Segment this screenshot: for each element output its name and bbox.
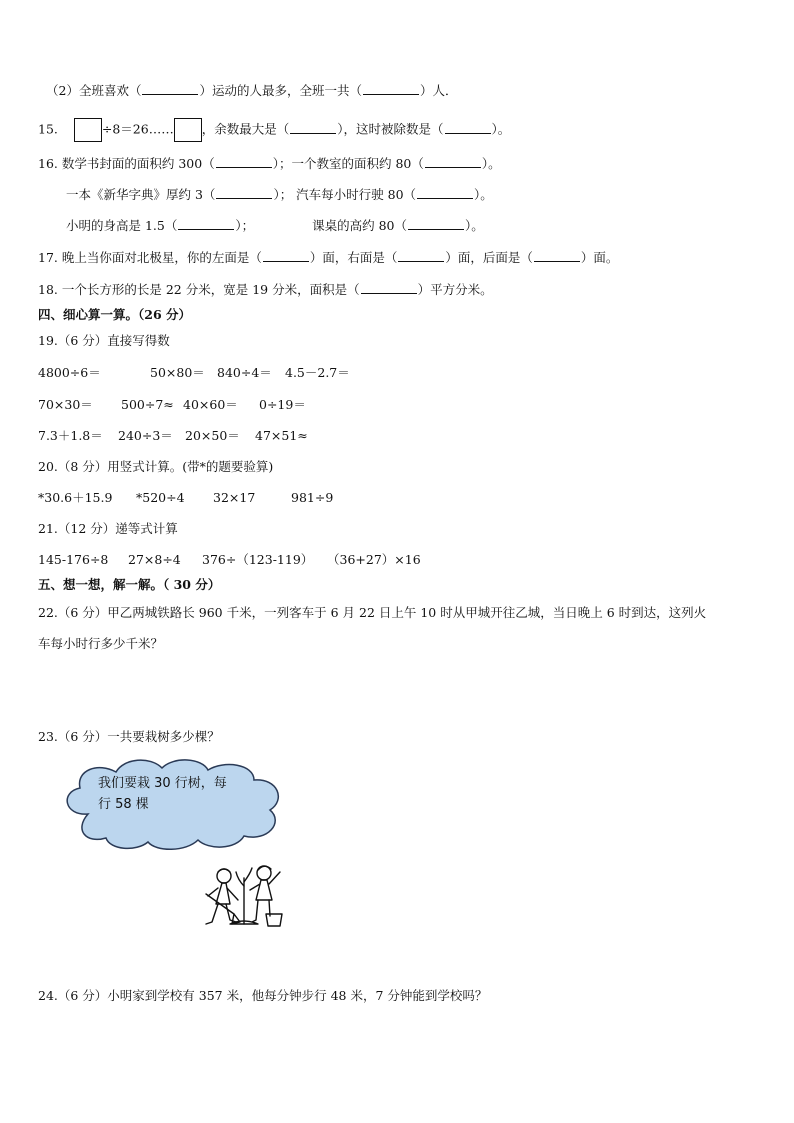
calc-item: 145-176÷8 (38, 552, 109, 567)
q20-title: 20.（8 分）用竖式计算。(带*的题要验算) (38, 459, 274, 474)
q20-items (38, 489, 333, 507)
calc-item: 376÷（123-119） (202, 552, 314, 567)
q19-row-3 (38, 427, 308, 445)
calc-item: 70×30＝ (38, 397, 93, 412)
answer-blank[interactable] (216, 155, 272, 168)
calc-item: 7.3＋1.8＝ (38, 428, 103, 443)
answer-blank[interactable] (534, 249, 580, 262)
calc-item: *30.6＋15.9 (38, 490, 113, 505)
q16-line3 (66, 217, 484, 235)
bubble-text-line2: 行 58 棵 (98, 797, 149, 812)
answer-box[interactable] (74, 118, 102, 142)
q22-line2: 车每小时行多少千米？ (38, 636, 164, 651)
section-heading: 五、想一想，解一解。（ 30 分） (38, 577, 221, 592)
speech-cloud (58, 756, 288, 854)
q19-title: 19.（6 分）直接写得数 (38, 333, 170, 348)
q23-title: 23.（6 分）一共要栽树多少棵？ (38, 729, 220, 744)
bubble-text-line1: 我们要栽 30 行树，每 (98, 776, 227, 791)
answer-blank[interactable] (178, 217, 234, 230)
calc-item: 4.5－2.7＝ (285, 365, 350, 380)
q19-row-2 (38, 396, 306, 414)
text: ）面。 (580, 250, 619, 265)
text: ）运动的人最多，全班一共（ (199, 83, 362, 98)
calc-item: 500÷7≈ (121, 397, 174, 412)
answer-blank[interactable] (445, 121, 491, 134)
calc-item: 40×60＝ (183, 397, 238, 412)
calc-item: 32×17 (213, 490, 256, 505)
answer-blank[interactable] (290, 121, 336, 134)
answer-blank[interactable] (142, 82, 198, 95)
q16-line1 (38, 155, 501, 173)
answer-blank[interactable] (425, 155, 481, 168)
text: ）面，后面是（ (445, 250, 533, 265)
q22-line1: 22.（6 分）甲乙两城铁路长 960 千米，一列客车于 6 月 22 日上午 10 时从甲城开往乙城，当日晚上 6 时到达，这列火 (38, 605, 707, 620)
text: ）。 (481, 156, 501, 171)
text: ）人． (419, 83, 458, 98)
text: ）。 (464, 218, 484, 233)
q19-row-1 (38, 364, 350, 382)
calc-item: （36+27）×16 (327, 552, 421, 567)
q16-line2 (66, 186, 493, 204)
text: ）；一个教室的面积约 80（ (272, 156, 424, 171)
answer-blank[interactable] (417, 186, 473, 199)
section-heading: 四、细心算一算。（26 分） (38, 307, 191, 322)
answer-blank[interactable] (398, 249, 444, 262)
calc-item: 27×8÷4 (128, 552, 181, 567)
answer-blank[interactable] (408, 217, 464, 230)
calc-item: *520÷4 (136, 490, 185, 505)
calc-item: 0÷19＝ (259, 397, 306, 412)
answer-blank[interactable] (216, 186, 272, 199)
text: ）。 (491, 121, 511, 137)
children-planting-tree-illustration (194, 860, 290, 934)
text: 课桌的高约 80（ (312, 218, 407, 233)
q21-title: 21.（12 分）递等式计算 (38, 521, 178, 536)
question-number: 15. (38, 121, 58, 137)
text: ÷8＝26…… (101, 121, 174, 137)
text: （2）全班喜欢（ (46, 83, 142, 98)
question-number: 16. (38, 156, 58, 171)
answer-blank[interactable] (263, 249, 309, 262)
calc-item: 4800÷6＝ (38, 365, 101, 380)
text: ）； (235, 218, 255, 233)
q15 (38, 118, 510, 142)
text: ）； 汽车每小时行驶 80（ (273, 187, 417, 202)
calc-item: 240÷3＝ (118, 428, 173, 443)
text: 数学书封面的面积约 300（ (61, 156, 215, 171)
text: 晚上当你面对北极星，你的左面是（ (61, 250, 262, 265)
answer-blank[interactable] (361, 281, 417, 294)
q21-items (38, 551, 421, 569)
calc-item: 20×50＝ (185, 428, 240, 443)
calc-item: 50×80＝ (150, 365, 205, 380)
text: ）。 (474, 187, 493, 202)
q17 (38, 249, 618, 267)
answer-blank[interactable] (363, 82, 419, 95)
text: 小明的身高是 1.5（ (66, 218, 178, 233)
q18 (38, 281, 493, 299)
answer-box[interactable] (174, 118, 202, 142)
question-number: 17. (38, 250, 58, 265)
question-number: 18. (38, 282, 58, 297)
text: ）平方分米。 (417, 282, 493, 297)
calc-item: 840÷4＝ (217, 365, 272, 380)
q14-part2 (46, 82, 458, 100)
text: ，余数最大是（ (201, 121, 290, 137)
text: 一本《新华字典》厚约 3（ (66, 187, 216, 202)
calc-item: 981÷9 (291, 490, 334, 505)
q24-title: 24.（6 分）小明家到学校有 357 米，他每分钟步行 48 米，7 分钟能到学校吗？ (38, 988, 488, 1003)
text: ）面，右面是（ (309, 250, 398, 265)
calc-item: 47×51≈ (255, 428, 308, 443)
text: 一个长方形的长是 22 分米，宽是 19 分米，面积是（ (61, 282, 360, 297)
text: ），这时被除数是（ (337, 121, 444, 137)
